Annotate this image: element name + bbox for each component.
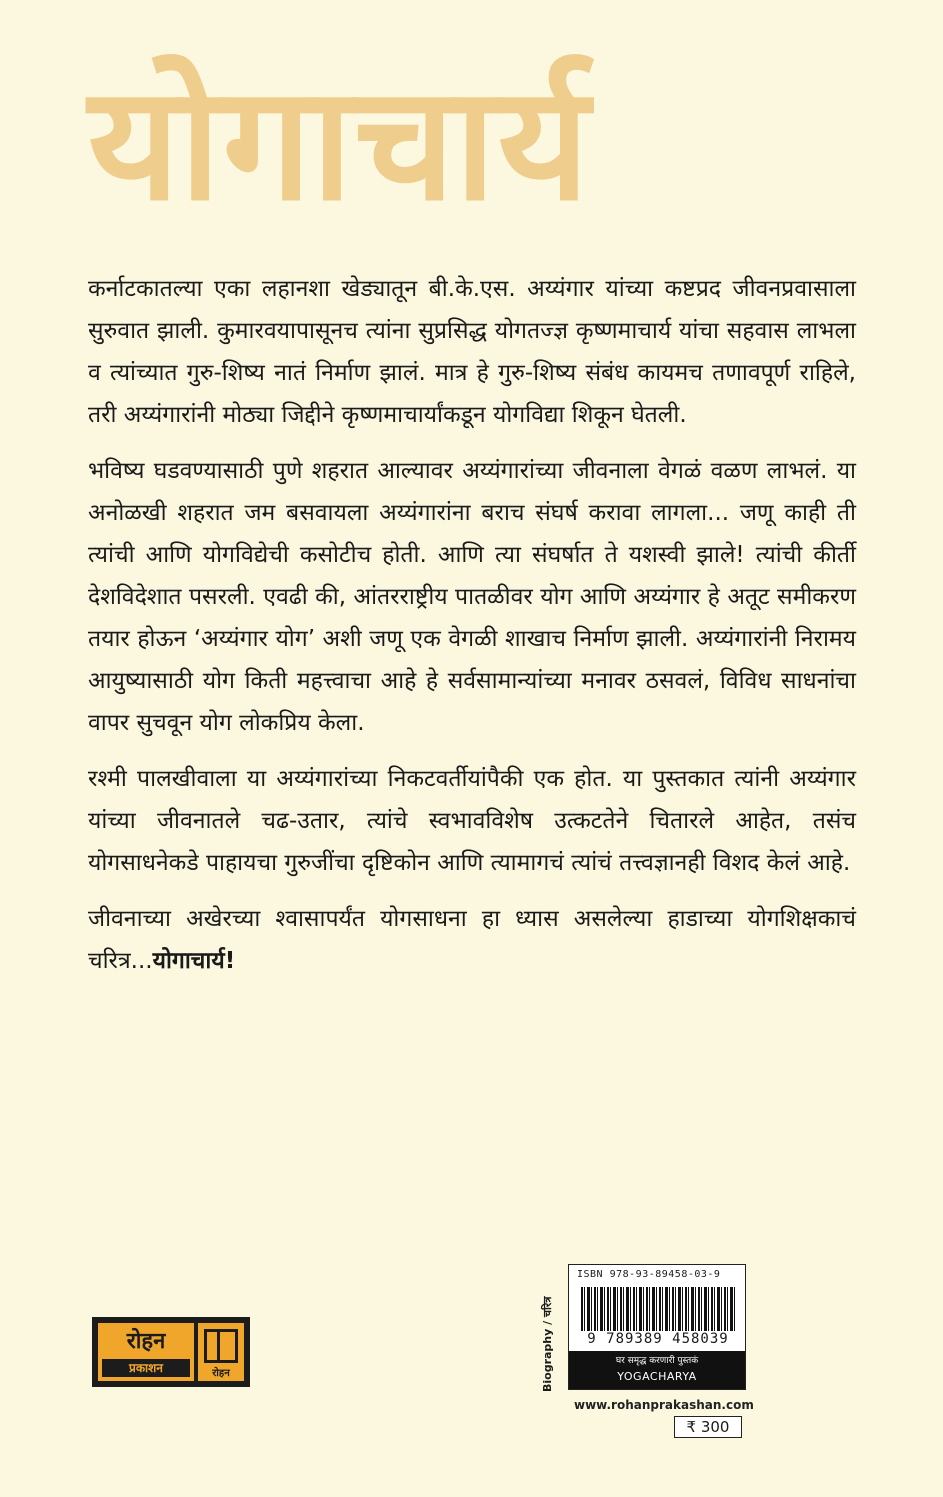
book-code: YOGACHARYA — [617, 1370, 697, 1383]
blurb-paragraph-1: कर्नाटकातल्या एका लहानशा खेड्यातून बी.के.एस. अय्यंगार यांच्या कष्टप्रद जीवनप्रवासाला सुरुवात झाली. कुमारवयापासूनच त्यांना सुप्रसिद्ध योगतज्ज्ञ कृष्णमाचार्य यांचा सहवास लाभला व त्यांच्यात गुरु-शिष्य नातं निर्माण झालं. मात्र हे गुरु-शिष्य संबंध कायमच तणावपूर्ण राहिले, तरी अय्यंगारांनी मोठ्या जिद्दीने कृष्णमाचार्यांकडून योगविद्या शिकून घेतली. — [88, 276, 856, 428]
publisher-name: रोहन — [126, 1329, 166, 1354]
book-title: योगाचार्य — [88, 52, 592, 236]
publisher-tagline: घर समृद्ध करणारी पुस्तकं — [615, 1356, 699, 1366]
publisher-small-name: रोहन — [212, 1368, 230, 1379]
category-label: Biography / चरित्र — [541, 1296, 554, 1392]
book-icon — [204, 1329, 238, 1363]
publisher-sub: प्रकाशन — [102, 1359, 190, 1377]
barcode-strip — [569, 1351, 745, 1389]
blurb — [88, 268, 856, 996]
isbn-text: ISBN 978-93-89458-03-9 — [577, 1269, 721, 1280]
blurb-paragraph-3: रश्मी पालखीवाला या अय्यंगारांच्या निकटवर्तीयांपैकी एक होत. या पुस्तकात त्यांनी अय्यंगार यांच्या जीवनातले चढ-उतार, त्यांचे स्वभावविशेष उत्कटतेने चितारले आहेत, तसंच योगसाधनेकडे पाहायचा गुरुजींचा दृष्टिकोन आणि त्यामागचं त्यांचं तत्त्वज्ञानही विशद केलं आहे. — [88, 766, 856, 876]
publisher-logo — [92, 1317, 250, 1387]
logo-book-panel — [198, 1323, 244, 1381]
logo-name-panel — [98, 1323, 194, 1381]
barcode-digits: 9 789389 458039 — [587, 1331, 729, 1347]
blurb-closing — [88, 898, 856, 982]
closing-emphasis: योगाचार्य! — [152, 948, 236, 974]
barcode-icon — [581, 1287, 737, 1331]
price-tag: ₹ 300 — [674, 1416, 742, 1438]
barcode-box — [568, 1264, 746, 1390]
closing-text: जीवनाच्या अखेरच्या श्वासापर्यंत योगसाधना हा ध्यास असलेल्या हाडाच्या योगशिक्षकाचं चरित्र... — [88, 906, 856, 974]
blurb-paragraph-2: भविष्य घडवण्यासाठी पुणे शहरात आल्यावर अय्यंगारांच्या जीवनाला वेगळं वळण लाभलं. या अनोळखी शहरात जम बसवायला अय्यंगारांना बराच संघर्ष करावा लागला... जणू काही ती त्यांची आणि योगविद्येची कसोटीच होती. आणि त्या संघर्षात ते यशस्वी झाले! त्यांची कीर्ती देशविदेशात पसरली. एवढी की, आंतरराष्ट्रीय पातळीवर योग आणि अय्यंगार हे अतूट समीकरण तयार होऊन ‘अय्यंगार योग’ अशी जणू एक वेगळी शाखाच निर्माण झाली. अय्यंगारांनी निरामय आयुष्यासाठी योग किती महत्त्वाचा आहे हे सर्वसामान्यांच्या मनावर ठसवलं, विविध साधनांचा वापर सुचवून योग लोकप्रिय केला. — [88, 458, 856, 736]
website-link[interactable]: www.rohanprakashan.com — [574, 1398, 754, 1412]
